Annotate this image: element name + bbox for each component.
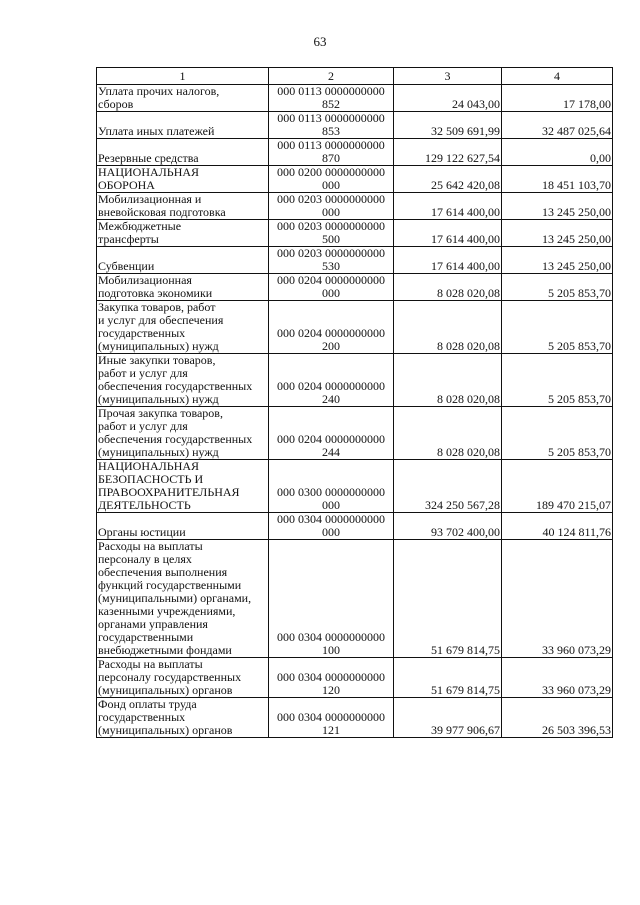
row-name: Закупка товаров, работ и услуг для обеспечения государственных (муниципальных) нужд bbox=[97, 301, 269, 354]
table-header-row bbox=[97, 68, 613, 85]
row-name: Мобилизационная и вневойсковая подготовка bbox=[97, 193, 269, 220]
row-name: Мобилизационная подготовка экономики bbox=[97, 274, 269, 301]
row-value-plan: 129 122 627,54 bbox=[394, 139, 502, 166]
row-value-actual: 5 205 853,70 bbox=[502, 274, 613, 301]
row-code: 000 0203 0000000000 000 bbox=[269, 193, 394, 220]
table-row bbox=[97, 460, 613, 513]
row-code: 000 0300 0000000000 000 bbox=[269, 460, 394, 513]
row-value-plan: 17 614 400,00 bbox=[394, 220, 502, 247]
row-code: 000 0204 0000000000 240 bbox=[269, 354, 394, 407]
table-row bbox=[97, 193, 613, 220]
row-value-actual: 189 470 215,07 bbox=[502, 460, 613, 513]
column-header-2: 2 bbox=[269, 68, 394, 85]
table-row bbox=[97, 247, 613, 274]
table-row bbox=[97, 220, 613, 247]
row-value-plan: 8 028 020,08 bbox=[394, 407, 502, 460]
row-value-plan: 324 250 567,28 bbox=[394, 460, 502, 513]
row-name: Резервные средства bbox=[97, 139, 269, 166]
row-value-plan: 17 614 400,00 bbox=[394, 193, 502, 220]
row-code: 000 0204 0000000000 200 bbox=[269, 301, 394, 354]
row-value-actual: 5 205 853,70 bbox=[502, 301, 613, 354]
row-value-plan: 17 614 400,00 bbox=[394, 247, 502, 274]
row-code: 000 0304 0000000000 120 bbox=[269, 658, 394, 698]
row-value-plan: 93 702 400,00 bbox=[394, 513, 502, 540]
row-code: 000 0204 0000000000 000 bbox=[269, 274, 394, 301]
table-row bbox=[97, 407, 613, 460]
row-name: Расходы на выплаты персоналу в целях обеспечения выполнения функций государственными (муниципальными) органами, казенными учреждениями, органами управления государственными внебюджетными фондами bbox=[97, 540, 269, 658]
row-name: НАЦИОНАЛЬНАЯ БЕЗОПАСНОСТЬ И ПРАВООХРАНИТЕЛЬНАЯ ДЕЯТЕЛЬНОСТЬ bbox=[97, 460, 269, 513]
row-value-plan: 51 679 814,75 bbox=[394, 540, 502, 658]
table-body bbox=[97, 85, 613, 738]
column-header-4: 4 bbox=[502, 68, 613, 85]
row-value-plan: 39 977 906,67 bbox=[394, 698, 502, 738]
row-name: Субвенции bbox=[97, 247, 269, 274]
row-code: 000 0113 0000000000 853 bbox=[269, 112, 394, 139]
column-header-1: 1 bbox=[97, 68, 269, 85]
row-name: Уплата прочих налогов, сборов bbox=[97, 85, 269, 112]
row-value-actual: 13 245 250,00 bbox=[502, 247, 613, 274]
row-code: 000 0113 0000000000 852 bbox=[269, 85, 394, 112]
row-value-actual: 13 245 250,00 bbox=[502, 193, 613, 220]
table-row bbox=[97, 513, 613, 540]
table-row bbox=[97, 139, 613, 166]
row-value-actual: 0,00 bbox=[502, 139, 613, 166]
table-row bbox=[97, 166, 613, 193]
row-name: НАЦИОНАЛЬНАЯ ОБОРОНА bbox=[97, 166, 269, 193]
row-value-plan: 8 028 020,08 bbox=[394, 354, 502, 407]
row-value-actual: 33 960 073,29 bbox=[502, 540, 613, 658]
row-name: Расходы на выплаты персоналу государственных (муниципальных) органов bbox=[97, 658, 269, 698]
row-value-actual: 17 178,00 bbox=[502, 85, 613, 112]
row-code: 000 0203 0000000000 500 bbox=[269, 220, 394, 247]
table-row bbox=[97, 85, 613, 112]
table-row bbox=[97, 354, 613, 407]
row-name: Фонд оплаты труда государственных (муниципальных) органов bbox=[97, 698, 269, 738]
row-name: Межбюджетные трансферты bbox=[97, 220, 269, 247]
row-code: 000 0304 0000000000 100 bbox=[269, 540, 394, 658]
table-row bbox=[97, 112, 613, 139]
row-name: Прочая закупка товаров, работ и услуг для обеспечения государственных (муниципальных) нужд bbox=[97, 407, 269, 460]
row-value-actual: 26 503 396,53 bbox=[502, 698, 613, 738]
row-name: Уплата иных платежей bbox=[97, 112, 269, 139]
row-value-plan: 51 679 814,75 bbox=[394, 658, 502, 698]
table-row bbox=[97, 698, 613, 738]
row-code: 000 0203 0000000000 530 bbox=[269, 247, 394, 274]
table-row bbox=[97, 301, 613, 354]
row-code: 000 0304 0000000000 000 bbox=[269, 513, 394, 540]
table-row bbox=[97, 540, 613, 658]
row-value-actual: 5 205 853,70 bbox=[502, 354, 613, 407]
table-row bbox=[97, 658, 613, 698]
page-number: 63 bbox=[313, 34, 327, 49]
table-row bbox=[97, 274, 613, 301]
row-value-actual: 18 451 103,70 bbox=[502, 166, 613, 193]
row-value-plan: 8 028 020,08 bbox=[394, 301, 502, 354]
row-value-actual: 5 205 853,70 bbox=[502, 407, 613, 460]
row-value-plan: 32 509 691,99 bbox=[394, 112, 502, 139]
row-value-actual: 40 124 811,76 bbox=[502, 513, 613, 540]
row-value-actual: 32 487 025,64 bbox=[502, 112, 613, 139]
row-name: Иные закупки товаров, работ и услуг для обеспечения государственных (муниципальных) нужд bbox=[97, 354, 269, 407]
row-value-actual: 13 245 250,00 bbox=[502, 220, 613, 247]
row-code: 000 0204 0000000000 244 bbox=[269, 407, 394, 460]
row-name: Органы юстиции bbox=[97, 513, 269, 540]
row-value-plan: 8 028 020,08 bbox=[394, 274, 502, 301]
row-value-plan: 25 642 420,08 bbox=[394, 166, 502, 193]
row-code: 000 0200 0000000000 000 bbox=[269, 166, 394, 193]
row-code: 000 0113 0000000000 870 bbox=[269, 139, 394, 166]
column-header-3: 3 bbox=[394, 68, 502, 85]
budget-table bbox=[96, 67, 613, 738]
row-value-actual: 33 960 073,29 bbox=[502, 658, 613, 698]
row-code: 000 0304 0000000000 121 bbox=[269, 698, 394, 738]
row-value-plan: 24 043,00 bbox=[394, 85, 502, 112]
